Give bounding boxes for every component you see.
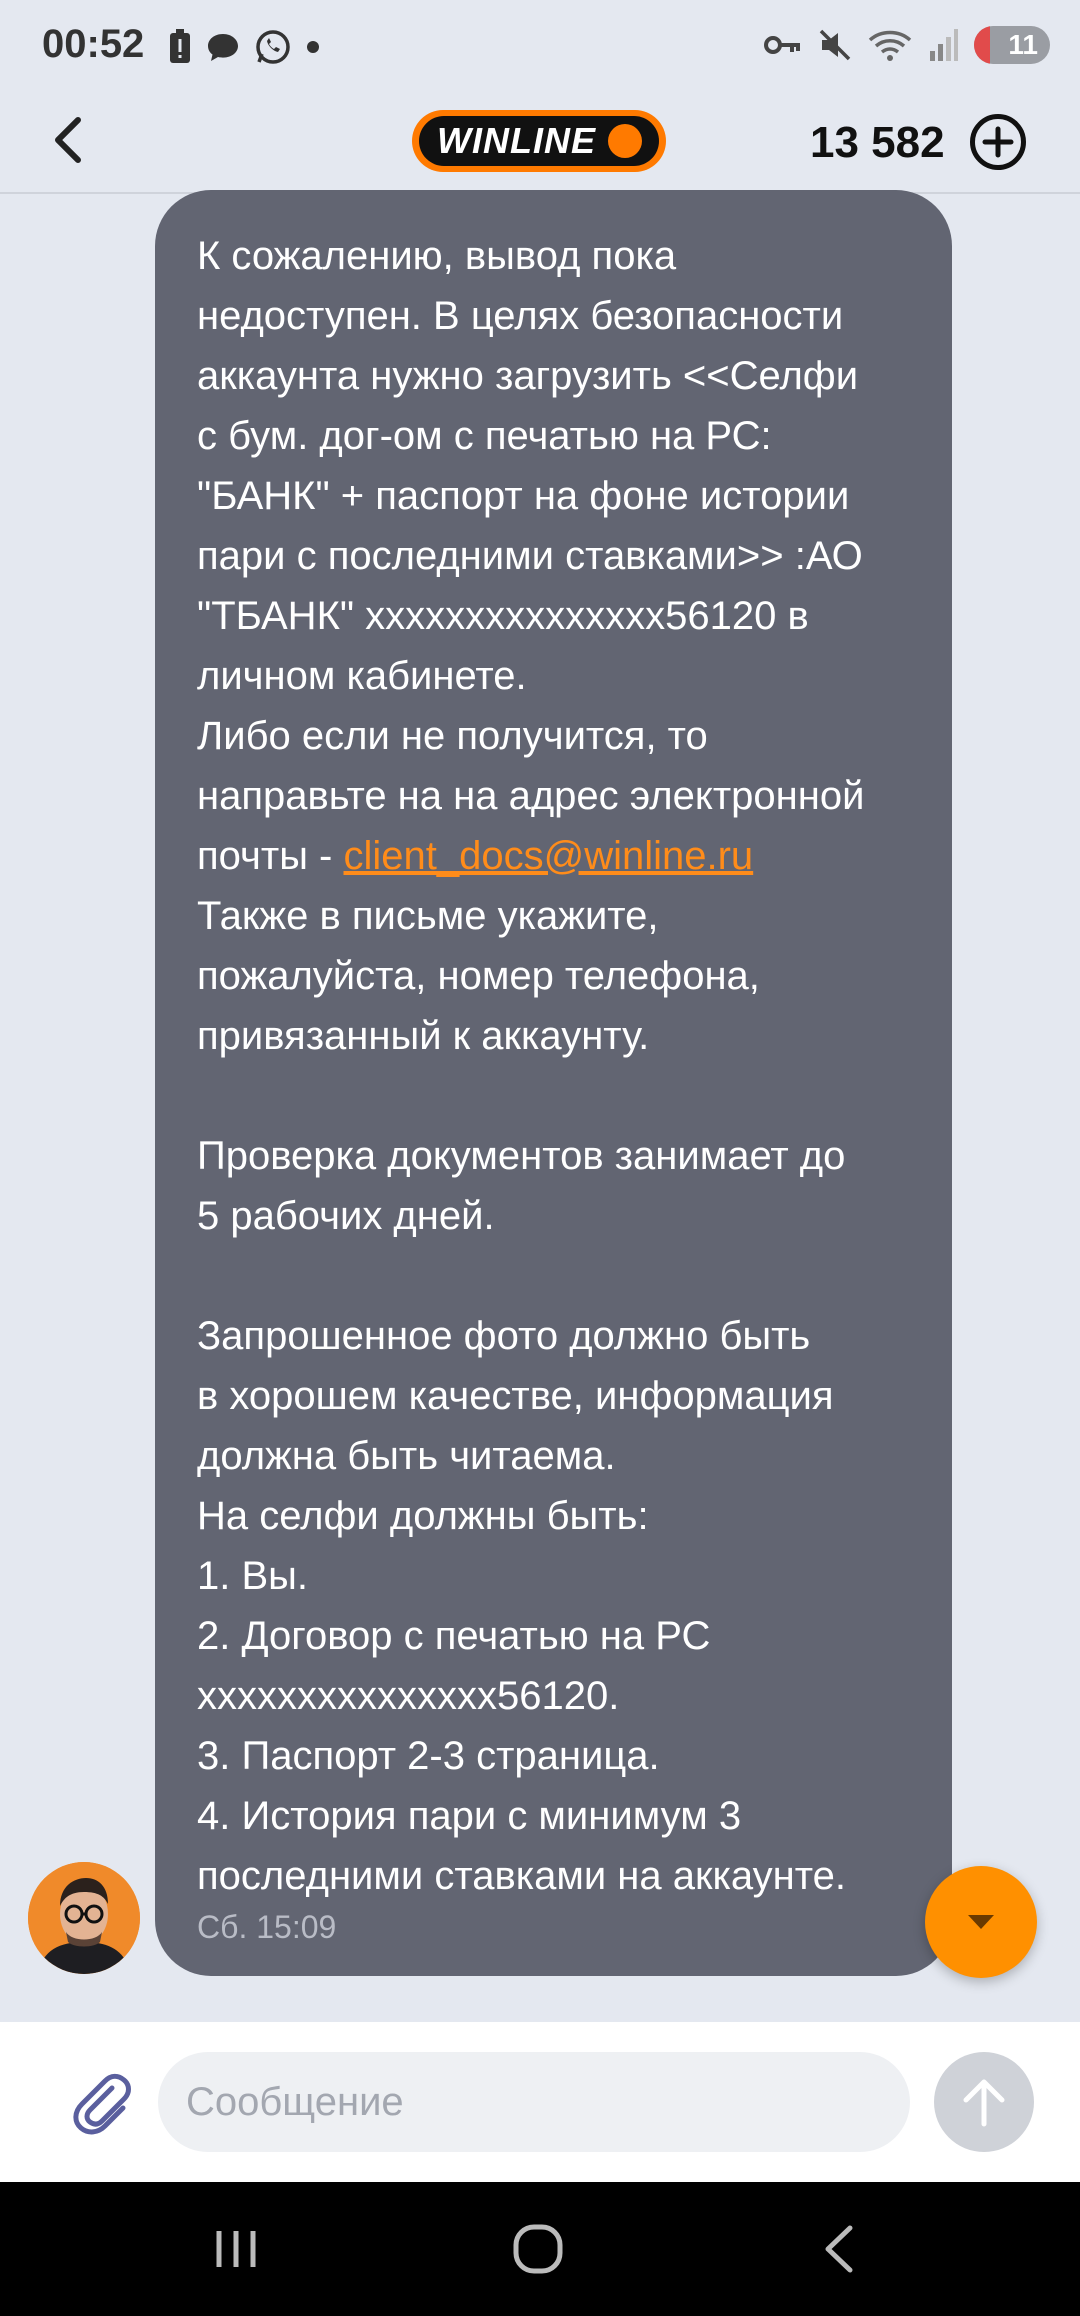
dot-icon bbox=[306, 40, 320, 54]
notification-icons bbox=[168, 28, 320, 66]
back-arrow-icon bbox=[820, 2222, 860, 2276]
status-bar bbox=[0, 0, 1080, 88]
person-photo-icon bbox=[28, 1862, 140, 1974]
system-nav-bar bbox=[0, 2182, 1080, 2316]
recents-icon bbox=[211, 2225, 261, 2273]
signal-icon bbox=[928, 29, 958, 61]
composer-bar bbox=[0, 2022, 1080, 2182]
home-icon bbox=[511, 2222, 565, 2276]
deposit-button[interactable] bbox=[970, 114, 1026, 170]
vpn-key-icon bbox=[764, 33, 802, 57]
system-icons bbox=[764, 26, 1050, 64]
caret-down-icon bbox=[966, 1913, 996, 1931]
recent-apps-button[interactable] bbox=[196, 2216, 276, 2282]
email-link[interactable]: client_docs@winline.ru bbox=[343, 834, 754, 878]
mute-icon bbox=[818, 28, 852, 62]
message-text-part-2: Также в письме укажите, пожалуйста, номер телефона, привязанный к аккаунту. Проверка документов занимает до 5 рабочих дней. Запрошенное фото должно быть в хорошем качестве, информация должна быть читаема. На селфи должны быть: 1. Вы. 2. Договор с печатью на РС xxxxxxxxxxxxxxx56120. 3. Паспорт 2-3 страница. 4. История пари с минимум 3 последними ставками на аккаунте. bbox=[197, 894, 846, 1898]
logo-text: WINLINE bbox=[437, 120, 596, 161]
paperclip-icon bbox=[66, 2066, 136, 2136]
chevron-left-icon bbox=[40, 108, 100, 172]
message-bubble bbox=[155, 190, 952, 1976]
arrow-up-icon bbox=[962, 2076, 1006, 2128]
message-text bbox=[197, 226, 912, 1906]
message-input[interactable] bbox=[158, 2052, 910, 2152]
winline-logo bbox=[412, 110, 666, 172]
app-header bbox=[0, 88, 1080, 194]
system-back-button[interactable] bbox=[800, 2216, 880, 2282]
battery-icon bbox=[974, 26, 1050, 64]
logo-dot bbox=[608, 124, 642, 158]
wifi-icon bbox=[868, 28, 912, 62]
balance-amount[interactable]: 13 582 bbox=[810, 118, 945, 167]
battery-alert-icon bbox=[168, 29, 192, 65]
battery-level: 11 bbox=[1008, 29, 1038, 60]
whatsapp-icon bbox=[254, 28, 292, 66]
send-button[interactable] bbox=[934, 2052, 1034, 2152]
attach-button[interactable] bbox=[66, 2066, 136, 2136]
support-agent-avatar[interactable] bbox=[28, 1862, 140, 1974]
message-text-part-1: К сожалению, вывод пока недоступен. В целях безопасности аккаунта нужно загрузить <<Селфи с бум. дог-ом с печатью на РС: "БАНК" + паспорт на фоне истории пари с последними ставками>> :АО "ТБАНК" xxxxxxxxxxxxxxx56120 в личном кабинете. Либо если не получится, то направьте на на адрес электронной почты - bbox=[197, 234, 865, 878]
scroll-down-button[interactable] bbox=[925, 1866, 1037, 1978]
status-time: 00:52 bbox=[42, 22, 145, 66]
message-timestamp: Сб. 15:09 bbox=[197, 1909, 337, 1945]
plus-icon bbox=[982, 126, 1014, 158]
battery-low-indicator bbox=[974, 26, 990, 64]
back-button[interactable] bbox=[40, 108, 100, 172]
chat-bubble-icon bbox=[206, 31, 240, 63]
home-button[interactable] bbox=[498, 2216, 578, 2282]
